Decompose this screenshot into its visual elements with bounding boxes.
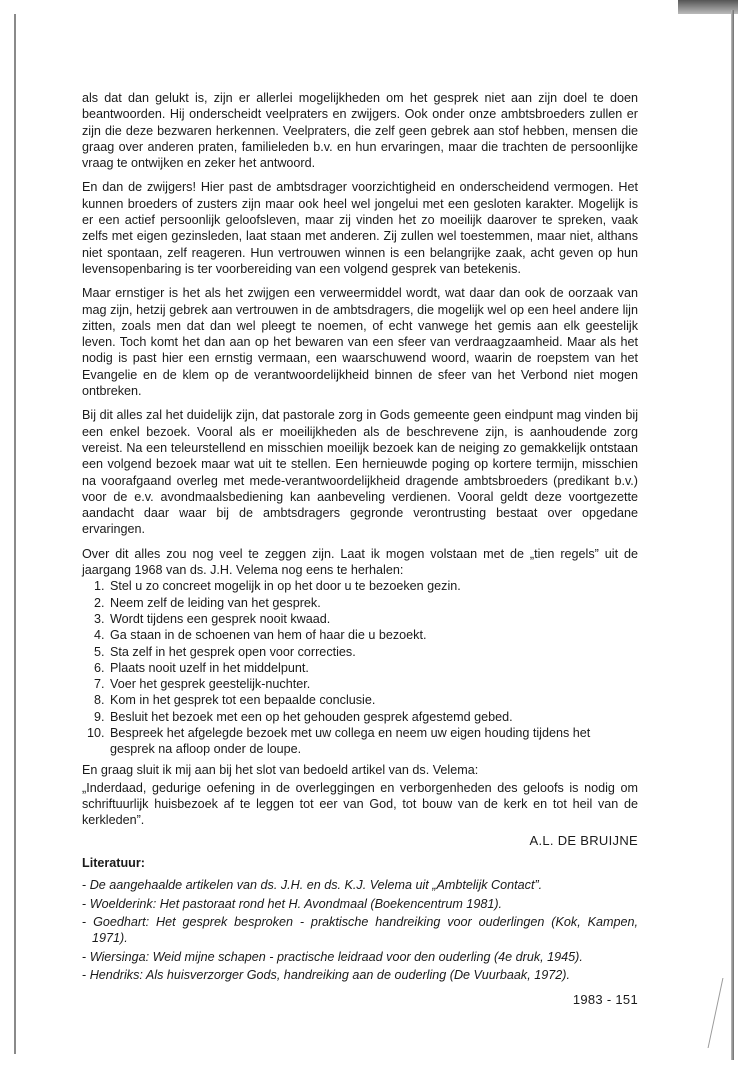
paragraph: En dan de zwijgers! Hier past de ambtsdrager voorzichtigheid en onderscheidend vermogen. Het kunnen broeders of zusters zijn maar ook heel wel jongelui met een gesloten karakter. Mogelijk is er een actief persoonlijk geloofsleven, maar zij vinden het zo moeilijk daarover te spreken, vaak zelfs met eigen gezinsleden, laat staan met anderen. Zij zullen wel toestemmen, maar niet, althans niet spontaan, zelf reageren. Hun vertrouwen winnen is een belangrijke zaak, acht geven op hun levensopenbaring is ter voorbereiding van een volgend gesprek van betekenis.	[82, 180, 638, 276]
list-item: 1. Stel u zo concreet mogelijk in op het door u te bezoeken gezin.	[108, 578, 638, 594]
ten-rules-list	[82, 578, 638, 757]
literature-item: - Wiersinga: Weid mijne schapen - practische leidraad voor den ouderling (4e druk, 1945).	[82, 949, 638, 965]
author-signature: A.L. DE BRUIJNE	[529, 832, 638, 848]
list-item: 7. Voer het gesprek geestelijk-nuchter.	[108, 676, 638, 692]
quote: „Inderdaad, gedurige oefening in de overleggingen en verborgenheden des geloofs is nodig om schriftuurlijk huisbezoek af te leggen tot eer van God, tot bouw van de kerk en tot heil van de kerkleden”.	[82, 780, 638, 828]
literature-item: - Hendriks: Als huisverzorger Gods, handreiking aan de ouderling (De Vuurbaak, 1972).	[82, 967, 638, 983]
article-body	[82, 90, 638, 985]
literature-list	[82, 877, 638, 983]
paragraph: als dat dan gelukt is, zijn er allerlei mogelijkheden om het gesprek niet aan zijn doel te doen beantwoorden. Hij onderscheidt veelpraters en zwijgers. Ook onder onze ambtsbroeders zullen er zijn die deze bezwaren herkennen. Veelpraters, die zelf geen gebrek aan stof hebben, mensen die graag over anderen praten, familieleden b.v. en hun ervaringen, maar die trachten de persoonlijke vraag te ontwijken en zeker het antwoord.	[82, 91, 638, 171]
scan-edge-right	[731, 10, 734, 1060]
paragraph: Over dit alles zou nog veel te zeggen zijn. Laat ik mogen volstaan met de „tien regels” uit de jaargang 1968 van ds. J.H. Velema nog eens te herhalen:	[82, 546, 638, 578]
literature-item: - De aangehaalde artikelen van ds. J.H. en ds. K.J. Velema uit „Ambtelijk Contact”.	[82, 877, 638, 893]
scan-edge-top	[678, 0, 738, 14]
list-item: 9. Besluit het bezoek met een op het gehouden gesprek afgestemd gebed.	[108, 709, 638, 725]
paragraph: Bij dit alles zal het duidelijk zijn, dat pastorale zorg in Gods gemeente geen eindpunt mag vinden bij een enkel bezoek. Vooral als er moeilijkheden als de beschrevene zijn, is aanhoudende zorg vereist. Na een teleurstellend en misschien moeilijk bezoek kan de neiging zo gemakkelijk ontstaan een volgend bezoek maar wat uit te stellen. Een hernieuwde poging op kortere termijn, misschien na voorafgaand overleg met mede-verantwoordelijkheid dragende ambtsbroeders (predikant b.v.) voor de e.v. avondmaalsbediening kan aanbeveling verdienen. Vooral geldt deze voortgezette aandacht daar waar bij de ambtsdragers gegronde verontrusting bestaat over opgedane ervaringen.	[82, 408, 638, 537]
closing-line: En graag sluit ik mij aan bij het slot van bedoeld artikel van ds. Velema:	[82, 762, 479, 777]
literature-item: - Goedhart: Het gesprek besproken - praktische handreiking voor ouderlingen (Kok, Kampen, 1971).	[82, 914, 638, 947]
page-number: 1983 - 151	[572, 992, 638, 1007]
list-item: 6. Plaats nooit uzelf in het middelpunt.	[108, 660, 638, 676]
list-item: 4. Ga staan in de schoenen van hem of haar die u bezoekt.	[108, 627, 638, 643]
list-item: 3. Wordt tijdens een gesprek nooit kwaad.	[108, 611, 638, 627]
list-item: 5. Sta zelf in het gesprek open voor correcties.	[108, 644, 638, 660]
literature-item: - Woelderink: Het pastoraat rond het H. Avondmaal (Boekencentrum 1981).	[82, 896, 638, 912]
list-item: 10. Bespreek het afgelegde bezoek met uw collega en neem uw eigen houding tijdens het gesprek na afloop onder de loupe.	[108, 725, 638, 758]
list-item: 8. Kom in het gesprek tot een bepaalde conclusie.	[108, 692, 638, 708]
paragraph: Maar ernstiger is het als het zwijgen een verweermiddel wordt, wat daar dan ook de oorzaak van mag zijn, hetzij gebrek aan vertrouwen in de ambtsdragers, die mogelijk wel op een heel andere lijn zitten, zoals men dat dan wel pleegt te noemen, of echt vanwege het gemis aan elk geestelijk leven. Toch komt het dan aan op het bewaren van een sfeer van verdraagzaamheid. Maar als het nodig is past hier een ernstig vermaan, een waarschuwend woord, waarin de roepstem van het Evangelie en de klem op de verantwoordelijkheid binnen de sfeer van het Verbond niet mogen ontbreken.	[82, 286, 638, 399]
list-item: 2. Neem zelf de leiding van het gesprek.	[108, 595, 638, 611]
literature-heading: Literatuur:	[82, 856, 145, 871]
